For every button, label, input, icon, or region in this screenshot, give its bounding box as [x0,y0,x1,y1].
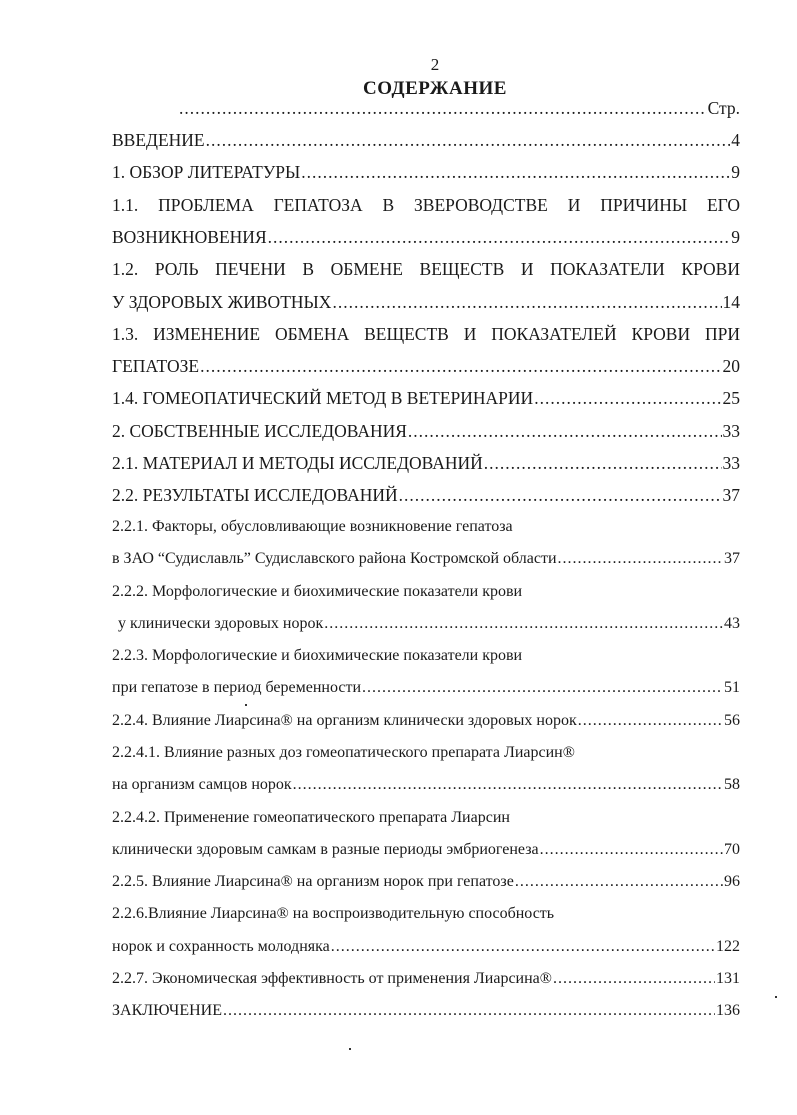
page-number: 2 [430,55,440,74]
toc-entry: у клинически здоровых норок ..... 43 [118,615,740,633]
toc-entry: У ЗДОРОВЫХ ЖИВОТНЫХ ..... 14 [112,292,740,313]
toc-entry: норок и сохранность молодняка ..... 122 [112,938,740,956]
toc-entry: на организм самцов норок ..... 58 [112,776,740,794]
toc-entry: ВОЗНИКНОВЕНИЯ ..... 9 [112,227,740,248]
toc-entry: 2.2.3. Морфологические и биохимические показатели крови [112,647,523,664]
toc-entry: 2.2.5. Влияние Лиарсина® на организм норок при гепатозе ..... 96 [112,873,740,891]
toc-entry: 2.2.4. Влияние Лиарсина® на организм клинически здоровых норок ..... 56 [112,712,740,730]
toc-entry: 2.2.2. Морфологические и биохимические показатели крови [112,583,523,600]
toc-entry: 2. СОБСТВЕННЫЕ ИССЛЕДОВАНИЯ ..... 33 [112,421,740,442]
toc-entry: 1. ОБЗОР ЛИТЕРАТУРЫ ..... 9 [112,162,740,183]
scan-speck [775,996,777,998]
toc-entry: ЗАКЛЮЧЕНИЕ ..... 136 [112,1002,740,1020]
toc-entry: в ЗАО “Судиславль” Судиславского района Костромской области ..... 37 [112,550,740,568]
toc-entry: 2.2.1. Факторы, обусловливающие возникновение гепатоза [112,518,513,535]
toc-entry: 1.4. ГОМЕОПАТИЧЕСКИЙ МЕТОД В ВЕТЕРИНАРИИ ..... 25 [112,388,740,409]
toc-header-page-label: ..... Стр. [178,98,740,119]
toc-entry: 2.2.4.2. Применение гомеопатического препарата Лиарсин [112,809,510,826]
scan-speck [349,1048,351,1050]
toc-entry: при гепатозе в период беременности ..... 51 [112,679,740,697]
toc-entry: 1.1. ПРОБЛЕМА ГЕПАТОЗА В ЗВЕРОВОДСТВЕ И ПРИЧИНЫ ЕГО [112,195,740,215]
toc-entry: 2.2.4.1. Влияние разных доз гомеопатического препарата Лиарсин® [112,744,575,761]
toc-entry: 1.2. РОЛЬ ПЕЧЕНИ В ОБМЕНЕ ВЕЩЕСТВ И ПОКАЗАТЕЛИ КРОВИ [112,259,740,279]
page-title: СОДЕРЖАНИЕ [363,78,507,99]
toc-entry: ВВЕДЕНИЕ ..... 4 [112,130,740,151]
toc-entry: 2.2.6.Влияние Лиарсина® на воспроизводительную способность [112,905,555,922]
toc-entry: ГЕПАТОЗЕ ..... 20 [112,356,740,377]
toc-entry: 2.1. МАТЕРИАЛ И МЕТОДЫ ИССЛЕДОВАНИЙ ..... 33 [112,453,740,474]
toc-entry: 2.2.7. Экономическая эффективность от применения Лиарсина® ..... 131 [112,970,740,988]
scan-speck [245,704,247,706]
toc-entry: 2.2. РЕЗУЛЬТАТЫ ИССЛЕДОВАНИЙ ..... 37 [112,485,740,506]
toc-entry: 1.3. ИЗМЕНЕНИЕ ОБМЕНА ВЕЩЕСТВ И ПОКАЗАТЕЛЕЙ КРОВИ ПРИ [112,324,740,344]
toc-entry: клинически здоровым самкам в разные периоды эмбриогенеза ..... 70 [112,841,740,859]
